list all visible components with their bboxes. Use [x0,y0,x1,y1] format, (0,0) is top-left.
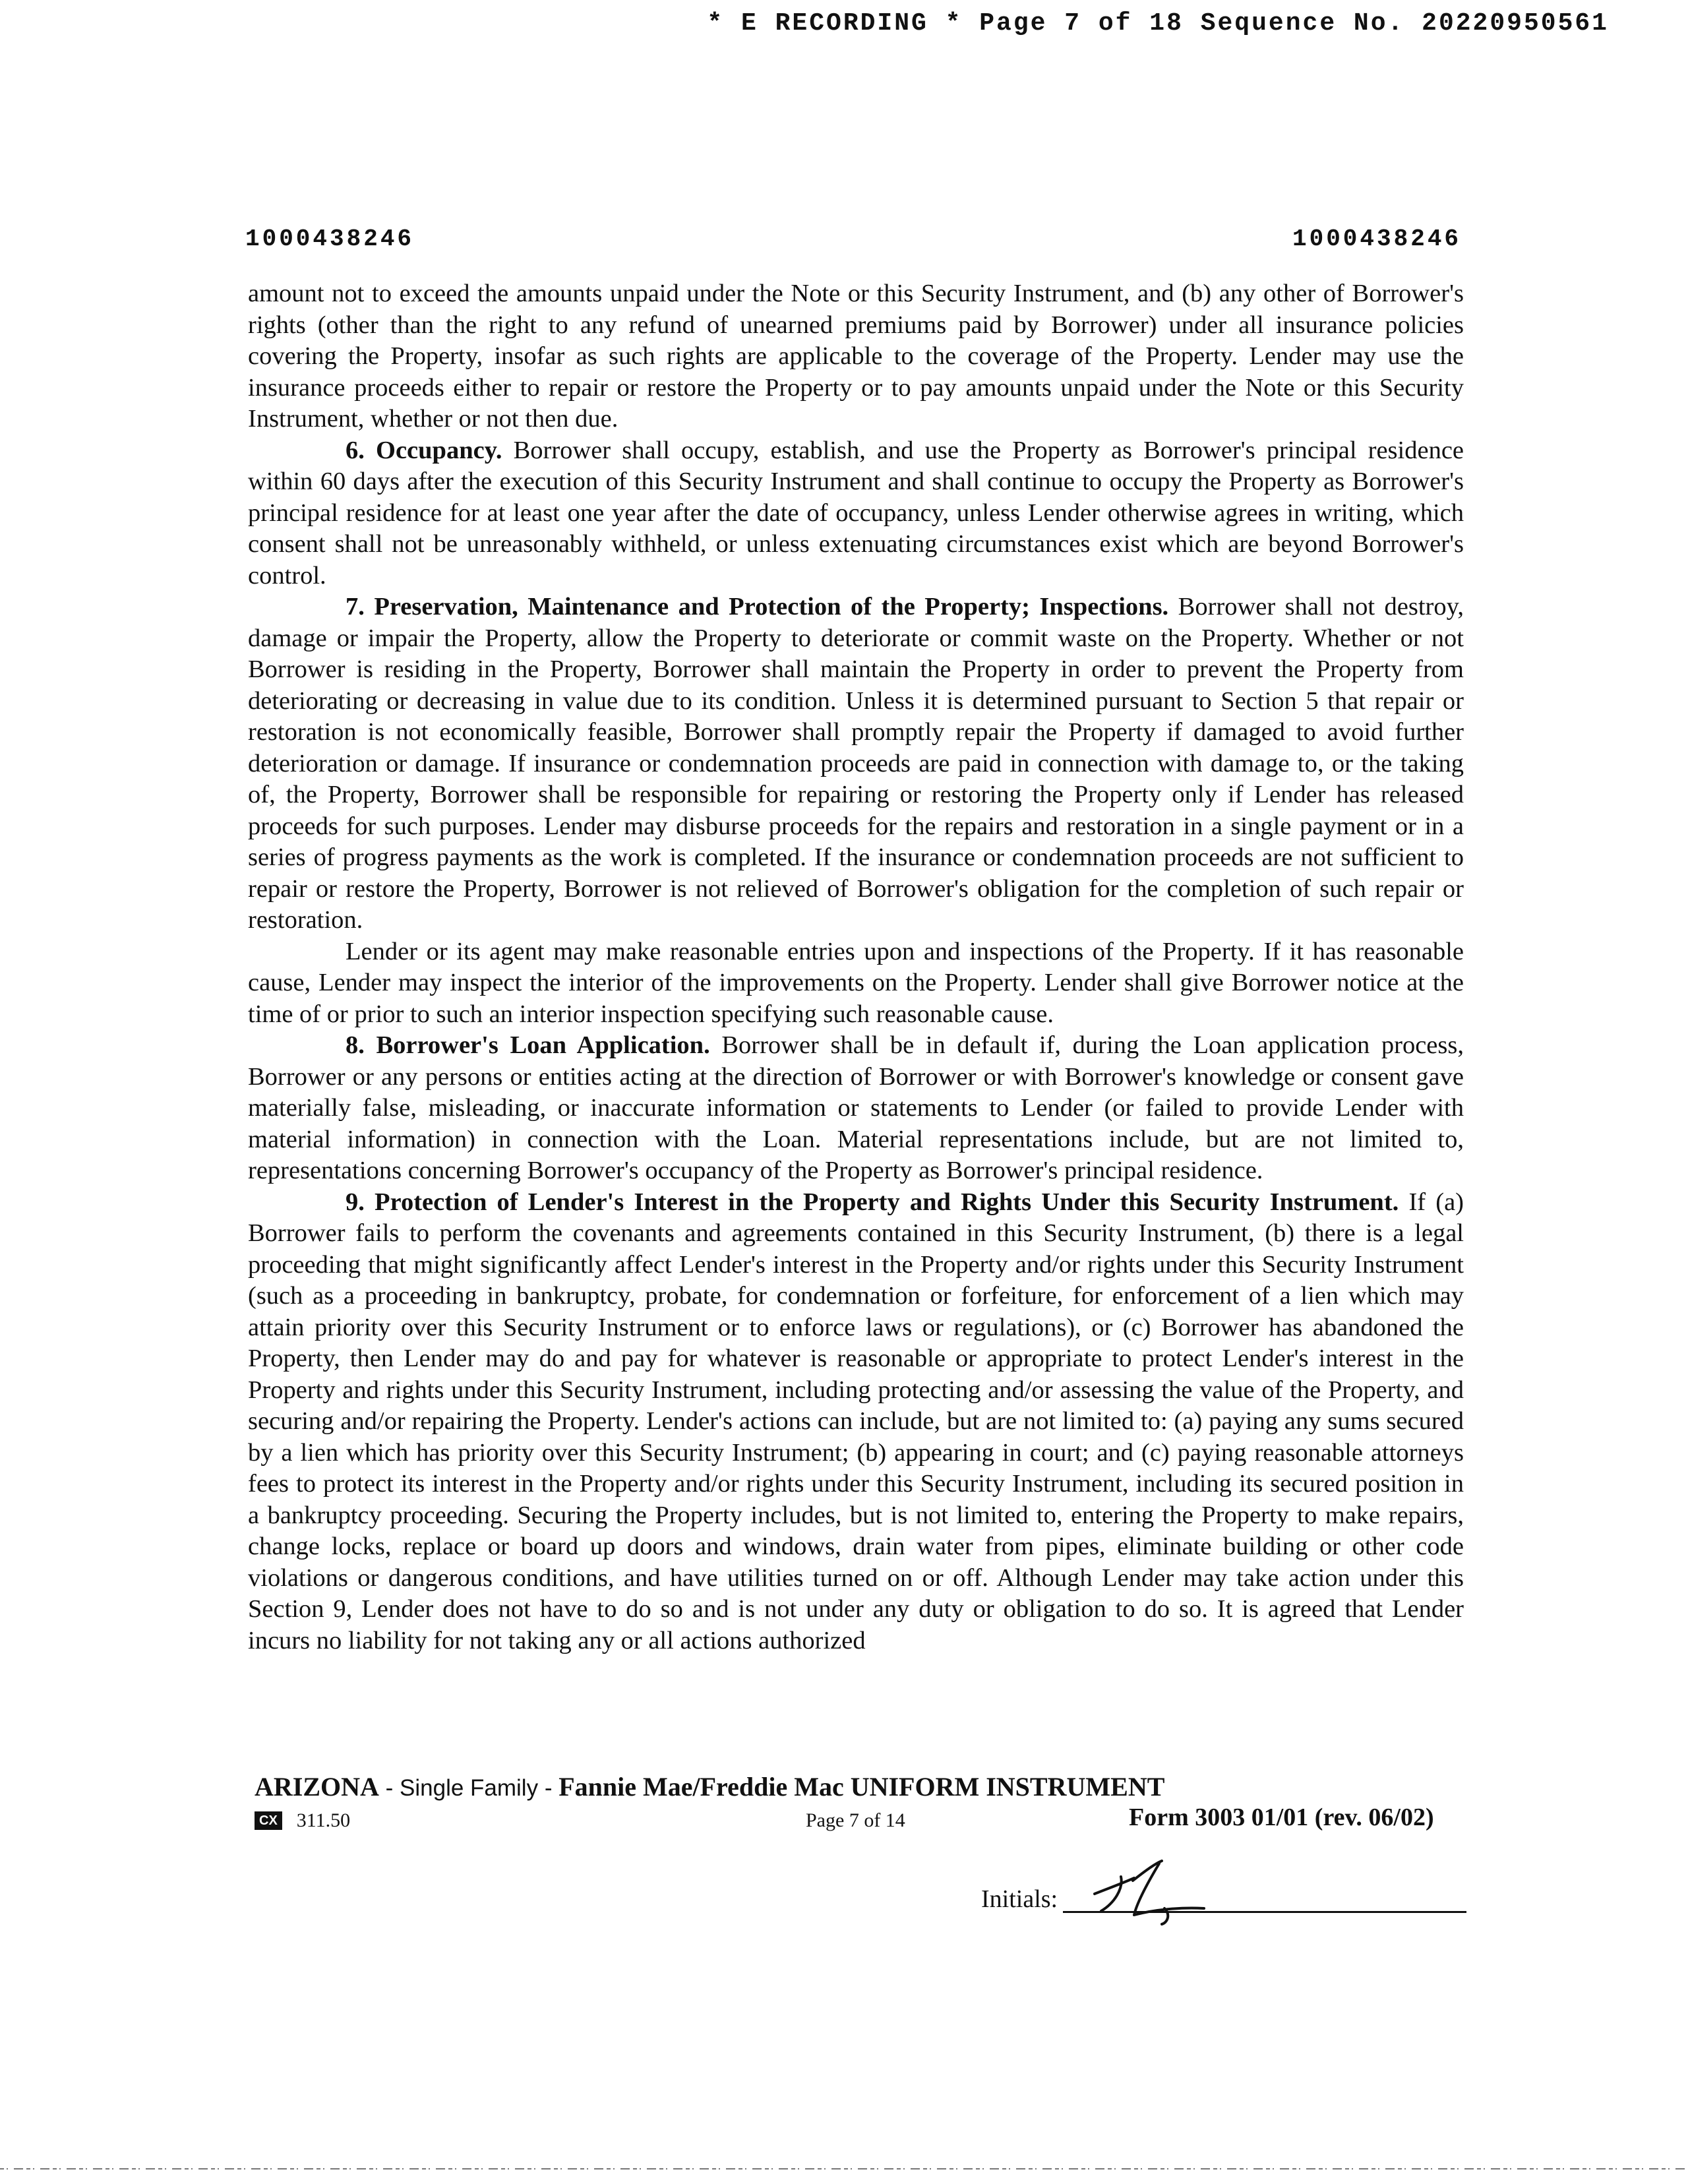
section-heading: 7. Preservation, Maintenance and Protection of the Property; Inspections. [346,593,1169,621]
footer-state: ARIZONA [255,1772,379,1802]
footer-separator: - [378,1775,400,1801]
section-inspections [248,936,1464,1031]
footer-family: Single Family [400,1775,539,1801]
section-protection [248,1187,1464,1657]
continuation-paragraph: amount not to exceed the amounts unpaid under the Note or this Security Instrument, and (b) any other of Borrower's rights (other than the right to any refund of unearned premiums paid by Borrower) under all insurance policies covering the Property, insofar as such rights are applicable to the coverage of the Property. Lender may use the insurance proceeds either to repair or restore the Property or to pay amounts unpaid under the Note or this Security Instrument, whether or not then due. [248,280,1464,433]
footer-title [255,1771,1164,1802]
initials-label: Initials: [981,1885,1058,1913]
document-body [248,278,1464,1656]
recording-header: * E RECORDING * Page 7 of 18 Sequence No. 20220950561 [707,9,1609,38]
page-number: Page 7 of 14 [806,1809,905,1831]
section-text: If (a) Borrower fails to perform the covenants and agreements contained in this Security Instrument, (b) there is a legal proceeding that might significantly affect Lender's interest in the Property and/or rights under this Security Instrument (such as a proceeding in bankruptcy, probate, for condemnation or forfeiture, for enforcement of a lien which may attain priority over this Security Instrument or to enforce laws or regulations), or (c) Borrower has abandoned the Property, then Lender may do and pay for whatever is reasonable or appropriate to protect Lender's interest in the Property and rights under this Security Instrument, including protecting and/or assessing the value of the Property, and securing and/or repairing the Property. Lender's actions can include, but are not limited to: (a) paying any sums secured by a lien which has priority over this Security Instrument; (b) appearing in court; and (c) paying reasonable attorneys fees to protect its interest in the Property and/or rights under this Security Instrument, including its secured position in a bankruptcy proceeding. Securing the Property includes, but is not limited to, entering the Property to make repairs, change locks, replace or board up doors and windows, drain water from pipes, eliminate building or other code violations or dangerous conditions, and have utilities turned on or off. Although Lender may take action under this Section 9, Lender does not have to do so and is not under any duty or obligation to do so. It is agreed that Lender incurs no liability for not taking any or all actions authorized [248,1188,1464,1654]
scan-edge-artifact [0,2166,1688,2172]
loan-number-left: 1000438246 [245,226,415,253]
form-code-number: 311.50 [296,1809,351,1831]
section-text: Borrower shall be in default if, during the Loan application process, Borrower or any persons or entities acting at the direction of Borrower or with Borrower's knowledge or consent gave materially false, misleading, or inaccurate information or statements to Lender (or failed to provide Lender with material information) in connection with the Loan. Material representations include, but are not limited to, representations concerning Borrower's occupancy of the Property as Borrower's principal residence. [248,1031,1464,1184]
footer-instrument: Fannie Mae/Freddie Mac UNIFORM INSTRUMENT [558,1772,1165,1802]
footer-separator: - [538,1775,559,1801]
form-number: Form 3003 01/01 (rev. 06/02) [1129,1804,1434,1831]
cx-logo-icon: CX [255,1811,282,1830]
form-code [255,1809,350,1832]
section-text: Borrower shall not destroy, damage or impair the Property, allow the Property to deteriorate or commit waste on the Property. Whether or not Borrower is residing in the Property, Borrower shall maintain the Property in order to prevent the Property from deteriorating or decreasing in value due to its condition. Unless it is determined pursuant to Section 5 that repair or restoration is not economically feasible, Borrower shall promptly repair the Property if damaged to avoid further deterioration or damage. If insurance or condemnation proceeds are paid in connection with damage to, or the taking of, the Property, Borrower shall be responsible for repairing or restoring the Property only if Lender has released proceeds for such purposes. Lender may disburse proceeds for the repairs and restoration in a single payment or in a series of progress payments as the work is completed. If the insurance or condemnation proceeds are not sufficient to repair or restore the Property, Borrower is not relieved of Borrower's obligation for the completion of such repair or restoration. [248,593,1464,934]
section-loan-application [248,1030,1464,1187]
section-text: Lender or its agent may make reasonable entries upon and inspections of the Property. If it has reasonable cause, Lender may inspect the interior of the improvements on the Property. Lender shall give Borrower notice at the time of or prior to such an interior inspection specifying such reasonable cause. [248,937,1464,1028]
section-occupancy [248,435,1464,592]
loan-number-right: 1000438246 [1292,226,1462,253]
section-heading: 8. Borrower's Loan Application. [346,1031,710,1059]
initials-signature-icon [1081,1854,1213,1927]
section-heading: 9. Protection of Lender's Interest in the Property and Rights Under this Security Instrument. [346,1188,1399,1216]
section-preservation [248,592,1464,936]
section-text: Borrower shall occupy, establish, and use the Property as Borrower's principal residence within 60 days after the execution of this Security Instrument and shall continue to occupy the Property as Borrower's principal residence for at least one year after the date of occupancy, unless Lender otherwise agrees in writing, which consent shall not be unreasonably withheld, or unless extenuating circumstances exist which are beyond Borrower's control. [248,436,1464,590]
section-heading: 6. Occupancy. [346,436,502,464]
